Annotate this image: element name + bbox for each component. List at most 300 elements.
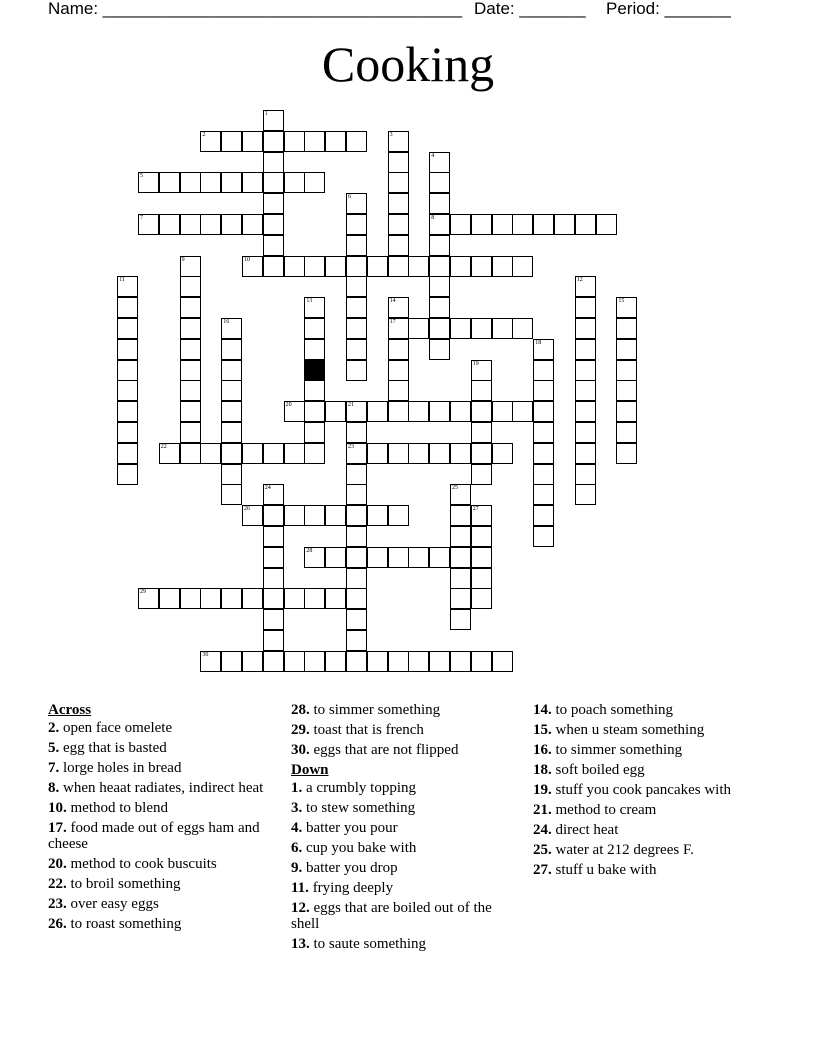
grid-cell[interactable] <box>284 131 305 152</box>
clue-item-text: to simmer something <box>309 702 441 718</box>
grid-cell[interactable] <box>346 422 367 443</box>
clue-number: 30 <box>202 651 209 658</box>
grid-cell[interactable] <box>180 588 201 609</box>
grid-cell[interactable] <box>117 422 138 443</box>
grid-cell[interactable] <box>408 443 429 464</box>
grid-cell[interactable] <box>346 443 367 464</box>
clue-number: 8 <box>431 215 435 221</box>
grid-cell[interactable] <box>263 526 284 547</box>
grid-cell[interactable] <box>284 256 305 277</box>
grid-cell[interactable] <box>492 651 513 672</box>
clue-item <box>533 862 768 878</box>
clue-item <box>533 842 768 858</box>
grid-cell[interactable] <box>575 214 596 235</box>
grid-cell[interactable] <box>533 422 554 443</box>
grid-cell[interactable] <box>346 297 367 318</box>
grid-cell[interactable] <box>263 443 284 464</box>
grid-cell[interactable] <box>429 401 450 422</box>
grid-cell[interactable] <box>367 443 388 464</box>
name-field-label[interactable]: Name: ______________________________________ <box>48 0 463 18</box>
grid-cell[interactable] <box>263 256 284 277</box>
grid-cell[interactable] <box>408 651 429 672</box>
grid-cell[interactable] <box>325 547 346 568</box>
grid-cell[interactable] <box>512 401 533 422</box>
clue-item <box>533 822 768 838</box>
grid-cell[interactable] <box>429 152 450 173</box>
grid-cell[interactable] <box>117 401 138 422</box>
clue-item <box>48 876 273 892</box>
clue-item-text: frying deeply <box>308 880 394 896</box>
grid-cell[interactable] <box>429 318 450 339</box>
grid-cell[interactable] <box>200 443 221 464</box>
grid-cell[interactable] <box>492 318 513 339</box>
grid-cell[interactable] <box>429 339 450 360</box>
grid-cell[interactable] <box>492 401 513 422</box>
date-field-label[interactable]: Date: _______ <box>474 0 586 18</box>
grid-cell[interactable] <box>284 505 305 526</box>
grid-cell[interactable] <box>180 172 201 193</box>
grid-cell[interactable] <box>367 547 388 568</box>
clue-number: 9 <box>181 256 185 263</box>
grid-cell[interactable] <box>616 443 637 464</box>
grid-cell[interactable] <box>263 588 284 609</box>
grid-cell[interactable] <box>388 172 409 193</box>
grid-cell[interactable] <box>346 318 367 339</box>
grid-cell[interactable] <box>533 443 554 464</box>
grid-cell[interactable] <box>533 214 554 235</box>
grid-cell[interactable] <box>575 422 596 443</box>
grid-cell[interactable] <box>304 297 325 318</box>
clue-item <box>48 800 273 816</box>
grid-cell[interactable] <box>263 110 284 131</box>
grid-cell[interactable] <box>221 318 242 339</box>
grid-cell[interactable] <box>408 318 429 339</box>
grid-cell[interactable] <box>367 256 388 277</box>
grid-cell[interactable] <box>388 401 409 422</box>
clue-number: 14 <box>389 298 396 305</box>
grid-cell[interactable] <box>242 131 263 152</box>
grid-cell[interactable] <box>388 235 409 256</box>
clue-number: 26 <box>244 506 250 513</box>
grid-cell[interactable] <box>512 318 533 339</box>
clue-item-number: 3. <box>291 800 303 816</box>
clues-column-3 <box>533 702 768 882</box>
grid-cell[interactable] <box>221 172 242 193</box>
grid-cell[interactable] <box>325 505 346 526</box>
grid-cell[interactable] <box>346 193 367 214</box>
grid-cell[interactable] <box>304 588 325 609</box>
clue-number: 22 <box>160 443 167 450</box>
grid-cell[interactable] <box>117 297 138 318</box>
grid-cell[interactable] <box>616 318 637 339</box>
grid-cell[interactable] <box>117 380 138 401</box>
clue-item-number: 25. <box>533 842 552 858</box>
grid-cell[interactable] <box>263 235 284 256</box>
grid-cell[interactable] <box>180 422 201 443</box>
clue-item-text: when heaat radiates, indirect heat <box>59 780 264 796</box>
grid-cell[interactable] <box>429 172 450 193</box>
grid-cell[interactable] <box>263 152 284 173</box>
grid-cell[interactable] <box>263 547 284 568</box>
grid-cell[interactable] <box>304 505 325 526</box>
clue-item <box>48 760 273 776</box>
grid-cell[interactable] <box>492 214 513 235</box>
grid-cell[interactable] <box>450 401 471 422</box>
grid-cell[interactable] <box>388 651 409 672</box>
grid-cell[interactable] <box>180 276 201 297</box>
grid-cell[interactable] <box>533 360 554 381</box>
grid-cell[interactable] <box>471 505 492 526</box>
clue-item-number: 10. <box>48 800 67 816</box>
grid-cell[interactable] <box>346 339 367 360</box>
grid-cell[interactable] <box>221 588 242 609</box>
grid-cell[interactable] <box>533 339 554 360</box>
clue-item-number: 17. <box>48 820 67 836</box>
grid-cell[interactable] <box>346 401 367 422</box>
clue-item-number: 8. <box>48 780 60 796</box>
grid-cell[interactable] <box>263 630 284 651</box>
grid-cell[interactable] <box>388 256 409 277</box>
clue-number: 17 <box>389 319 396 325</box>
clue-number: 25 <box>452 485 458 492</box>
grid-cell[interactable] <box>512 214 533 235</box>
clue-item-text: direct heat <box>551 822 619 838</box>
clue-item-number: 14. <box>533 702 552 718</box>
grid-cell[interactable] <box>450 256 471 277</box>
grid-cell[interactable] <box>575 484 596 505</box>
grid-cell[interactable] <box>304 547 325 568</box>
grid-cell[interactable] <box>471 588 492 609</box>
grid-cell[interactable] <box>616 360 637 381</box>
grid-cell[interactable] <box>471 568 492 589</box>
grid-cell[interactable] <box>138 214 159 235</box>
grid-cell[interactable] <box>471 422 492 443</box>
grid-cell[interactable] <box>471 401 492 422</box>
grid-cell[interactable] <box>159 214 180 235</box>
grid-cell[interactable] <box>180 297 201 318</box>
clue-item-text: stuff u bake with <box>551 862 657 878</box>
grid-cell[interactable] <box>242 214 263 235</box>
grid-cell[interactable] <box>180 339 201 360</box>
clue-item-number: 1. <box>291 780 303 796</box>
grid-cell[interactable] <box>471 380 492 401</box>
grid-cell[interactable] <box>159 172 180 193</box>
grid-cell[interactable] <box>429 651 450 672</box>
clue-item <box>291 780 516 796</box>
grid-cell[interactable] <box>616 297 637 318</box>
grid-cell[interactable] <box>408 401 429 422</box>
grid-cell[interactable] <box>221 339 242 360</box>
clue-item-number: 9. <box>291 860 303 876</box>
grid-cell[interactable] <box>408 256 429 277</box>
grid-cell[interactable] <box>471 360 492 381</box>
grid-cell[interactable] <box>367 651 388 672</box>
grid-cell[interactable] <box>533 505 554 526</box>
grid-cell[interactable] <box>616 401 637 422</box>
grid-cell[interactable] <box>284 588 305 609</box>
grid-cell[interactable] <box>180 360 201 381</box>
grid-cell[interactable] <box>180 256 201 277</box>
grid-cell[interactable] <box>450 214 471 235</box>
grid-cell[interactable] <box>304 401 325 422</box>
clue-number: 21 <box>348 402 354 409</box>
grid-cell[interactable] <box>346 214 367 235</box>
clue-number: 18 <box>535 339 542 346</box>
grid-cell[interactable] <box>304 380 325 401</box>
grid-cell[interactable] <box>429 547 450 568</box>
grid-cell[interactable] <box>221 443 242 464</box>
clue-item <box>291 800 516 816</box>
grid-cell[interactable] <box>138 588 159 609</box>
grid-cell[interactable] <box>492 256 513 277</box>
grid-cell[interactable] <box>346 609 367 630</box>
grid-cell[interactable] <box>325 401 346 422</box>
clue-number: 2 <box>202 131 206 138</box>
grid-cell[interactable] <box>575 443 596 464</box>
grid-cell[interactable] <box>346 235 367 256</box>
clue-item-number: 27. <box>533 862 552 878</box>
grid-cell[interactable] <box>492 443 513 464</box>
grid-cell[interactable] <box>200 131 221 152</box>
clue-number: 29 <box>140 589 146 596</box>
grid-cell[interactable] <box>180 443 201 464</box>
grid-cell[interactable] <box>471 651 492 672</box>
grid-cell[interactable] <box>450 484 471 505</box>
grid-cell[interactable] <box>221 360 242 381</box>
clue-item-text: method to cream <box>551 802 657 818</box>
clue-item-number: 30. <box>291 742 310 758</box>
grid-cell[interactable] <box>450 568 471 589</box>
clue-item-text: eggs that are boiled out of the shell <box>291 900 492 932</box>
grid-cell[interactable] <box>263 609 284 630</box>
clue-item-text: egg that is basted <box>59 740 167 756</box>
clue-item-text: toast that is french <box>309 722 424 738</box>
grid-cell[interactable] <box>180 318 201 339</box>
grid-cell[interactable] <box>263 568 284 589</box>
clue-item <box>533 722 768 738</box>
grid-cell[interactable] <box>429 443 450 464</box>
grid-cell[interactable] <box>304 256 325 277</box>
grid-cell[interactable] <box>533 484 554 505</box>
grid-cell[interactable] <box>554 214 575 235</box>
grid-cell[interactable] <box>512 256 533 277</box>
grid-cell[interactable] <box>533 464 554 485</box>
grid-cell[interactable] <box>388 360 409 381</box>
grid-cell[interactable] <box>429 276 450 297</box>
grid-cell[interactable] <box>471 214 492 235</box>
grid-cell[interactable] <box>471 547 492 568</box>
clue-item <box>533 802 768 818</box>
grid-cell[interactable] <box>471 526 492 547</box>
grid-cell[interactable] <box>242 172 263 193</box>
grid-cell[interactable] <box>284 651 305 672</box>
grid-cell[interactable] <box>616 422 637 443</box>
clue-item-number: 20. <box>48 856 67 872</box>
grid-cell[interactable] <box>263 484 284 505</box>
grid-cell[interactable] <box>284 172 305 193</box>
grid-cell[interactable] <box>346 505 367 526</box>
grid-cell[interactable] <box>325 651 346 672</box>
grid-cell[interactable] <box>471 443 492 464</box>
grid-cell[interactable] <box>304 422 325 443</box>
grid-cell[interactable] <box>388 214 409 235</box>
grid-cell[interactable] <box>575 297 596 318</box>
grid-cell[interactable] <box>346 588 367 609</box>
grid-cell[interactable] <box>346 360 367 381</box>
grid-cell[interactable] <box>367 505 388 526</box>
grid-cell[interactable] <box>575 276 596 297</box>
grid-cell[interactable] <box>117 339 138 360</box>
grid-cell[interactable] <box>575 339 596 360</box>
grid-cell[interactable] <box>429 256 450 277</box>
grid-cell[interactable] <box>242 256 263 277</box>
grid-cell[interactable] <box>429 235 450 256</box>
grid-cell[interactable] <box>263 214 284 235</box>
grid-cell[interactable] <box>533 526 554 547</box>
grid-cell[interactable] <box>117 443 138 464</box>
clue-item-number: 18. <box>533 762 552 778</box>
grid-cell[interactable] <box>388 339 409 360</box>
grid-cell[interactable] <box>429 193 450 214</box>
grid-cell[interactable] <box>346 131 367 152</box>
clue-number: 20 <box>285 402 292 409</box>
grid-cell[interactable] <box>180 380 201 401</box>
clue-item-number: 16. <box>533 742 552 758</box>
grid-cell[interactable] <box>450 547 471 568</box>
grid-cell[interactable] <box>221 131 242 152</box>
grid-cell[interactable] <box>450 443 471 464</box>
grid-cell[interactable] <box>304 318 325 339</box>
grid-cell[interactable] <box>533 401 554 422</box>
grid-cell[interactable] <box>304 443 325 464</box>
grid-cell[interactable] <box>284 443 305 464</box>
grid-cell[interactable] <box>429 214 450 235</box>
grid-cell[interactable] <box>242 505 263 526</box>
grid-cell[interactable] <box>346 464 367 485</box>
clue-item-text: open face omelete <box>59 720 173 736</box>
grid-cell[interactable] <box>450 609 471 630</box>
grid-cell[interactable] <box>367 401 388 422</box>
grid-cell[interactable] <box>471 256 492 277</box>
grid-cell[interactable] <box>117 318 138 339</box>
grid-cell[interactable] <box>263 651 284 672</box>
grid-cell[interactable] <box>346 568 367 589</box>
grid-cell[interactable] <box>471 464 492 485</box>
grid-cell[interactable] <box>471 318 492 339</box>
grid-cell[interactable] <box>429 297 450 318</box>
clue-item <box>48 916 273 932</box>
grid-cell[interactable] <box>200 214 221 235</box>
grid-cell[interactable] <box>388 152 409 173</box>
grid-cell[interactable] <box>388 318 409 339</box>
clue-number: 19 <box>472 360 479 367</box>
grid-cell[interactable] <box>575 464 596 485</box>
grid-cell[interactable] <box>325 588 346 609</box>
grid-cell[interactable] <box>346 630 367 651</box>
clue-number: 5 <box>140 173 143 180</box>
grid-cell[interactable] <box>138 172 159 193</box>
grid-cell[interactable] <box>450 588 471 609</box>
grid-cell[interactable] <box>221 401 242 422</box>
grid-cell[interactable] <box>159 443 180 464</box>
grid-cell[interactable] <box>263 172 284 193</box>
grid-cell[interactable] <box>221 464 242 485</box>
clue-number: 7 <box>140 215 143 221</box>
grid-cell[interactable] <box>575 380 596 401</box>
grid-cell[interactable] <box>346 651 367 672</box>
grid-cell[interactable] <box>388 547 409 568</box>
grid-cell[interactable] <box>575 401 596 422</box>
grid-cell[interactable] <box>200 588 221 609</box>
grid-cell[interactable] <box>304 131 325 152</box>
grid-cell[interactable] <box>200 172 221 193</box>
grid-cell[interactable] <box>304 339 325 360</box>
grid-cell[interactable] <box>159 588 180 609</box>
grid-cell[interactable] <box>450 318 471 339</box>
grid-cell[interactable] <box>242 588 263 609</box>
grid-cell[interactable] <box>450 651 471 672</box>
grid-cell[interactable] <box>117 276 138 297</box>
clue-number: 28 <box>306 547 313 554</box>
grid-cell[interactable] <box>263 193 284 214</box>
grid-cell[interactable] <box>616 339 637 360</box>
grid-cell[interactable] <box>325 256 346 277</box>
grid-cell[interactable] <box>388 505 409 526</box>
grid-cell[interactable] <box>346 256 367 277</box>
grid-cell[interactable] <box>388 193 409 214</box>
grid-cell[interactable] <box>221 651 242 672</box>
grid-cell[interactable] <box>200 651 221 672</box>
grid-cell[interactable] <box>325 131 346 152</box>
clue-item-number: 22. <box>48 876 67 892</box>
grid-cell[interactable] <box>242 443 263 464</box>
grid-cell[interactable] <box>388 380 409 401</box>
grid-cell[interactable] <box>575 360 596 381</box>
grid-cell[interactable] <box>180 214 201 235</box>
grid-cell[interactable] <box>117 464 138 485</box>
grid-cell[interactable] <box>304 651 325 672</box>
grid-cell[interactable] <box>346 526 367 547</box>
grid-cell[interactable] <box>263 505 284 526</box>
grid-cell[interactable] <box>221 484 242 505</box>
grid-cell[interactable] <box>450 505 471 526</box>
grid-cell[interactable] <box>596 214 617 235</box>
clue-number: 13 <box>306 298 313 305</box>
grid-cell[interactable] <box>263 131 284 152</box>
grid-cell[interactable] <box>388 297 409 318</box>
grid-cell[interactable] <box>388 131 409 152</box>
clue-item-text: batter you pour <box>302 820 398 836</box>
grid-cell[interactable] <box>408 547 429 568</box>
grid-cell[interactable] <box>346 484 367 505</box>
grid-cell[interactable] <box>284 401 305 422</box>
grid-cell[interactable] <box>242 651 263 672</box>
grid-cell[interactable] <box>221 422 242 443</box>
grid-cell[interactable] <box>346 547 367 568</box>
grid-cell[interactable] <box>221 380 242 401</box>
grid-cell[interactable] <box>450 526 471 547</box>
grid-cell[interactable] <box>346 276 367 297</box>
grid-cell[interactable] <box>221 214 242 235</box>
grid-cell[interactable] <box>533 380 554 401</box>
grid-cell[interactable] <box>304 172 325 193</box>
grid-cell[interactable] <box>180 401 201 422</box>
grid-cell[interactable] <box>616 380 637 401</box>
grid-cell[interactable] <box>388 443 409 464</box>
grid-cell[interactable] <box>575 318 596 339</box>
grid-cell[interactable] <box>117 360 138 381</box>
period-field-label[interactable]: Period: _______ <box>606 0 731 18</box>
